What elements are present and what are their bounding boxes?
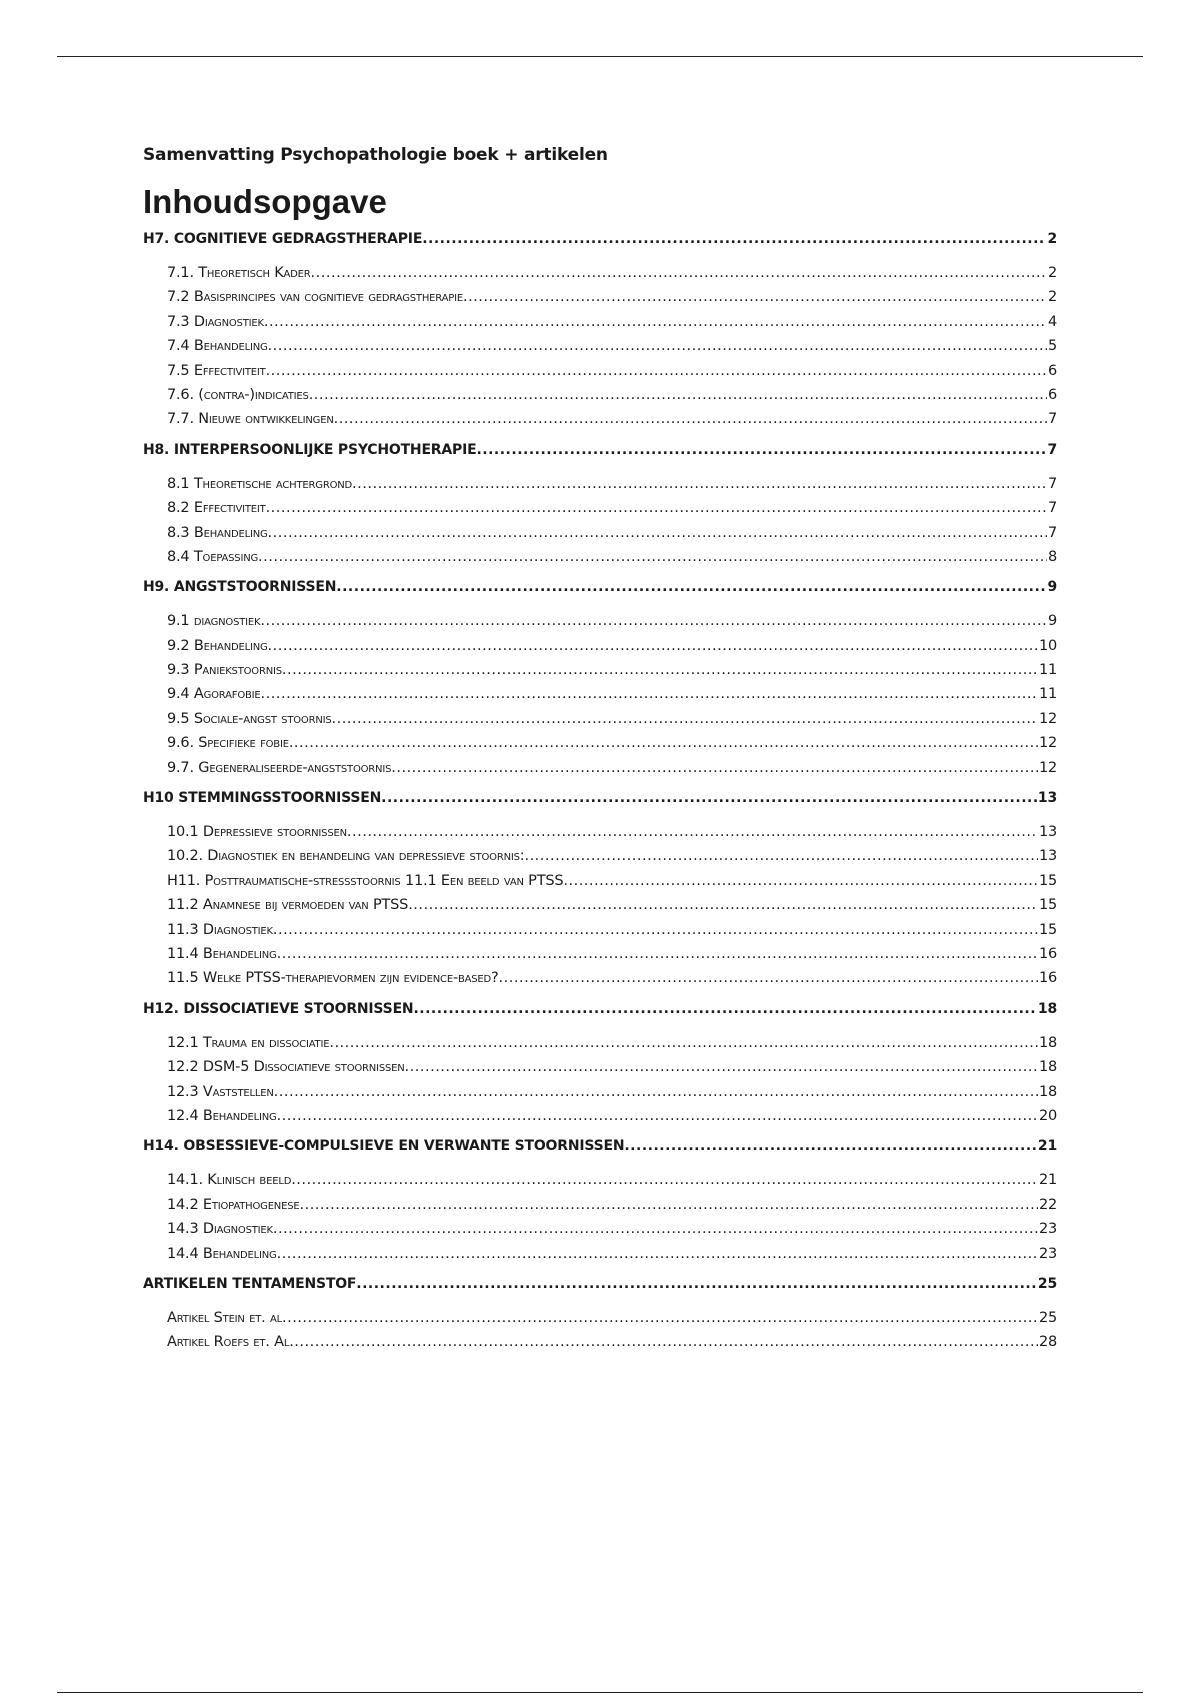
toc-page-number: 13: [1037, 790, 1057, 807]
toc-entry-section[interactable]: [143, 334, 1057, 358]
toc-entry-section[interactable]: [143, 1055, 1057, 1079]
toc-page-number: 5: [1047, 338, 1057, 355]
toc-page-number: 8: [1047, 548, 1057, 565]
toc-entry-section[interactable]: [143, 359, 1057, 383]
table-of-contents: [143, 227, 1057, 1355]
toc-leader-dots: [329, 1031, 1038, 1055]
toc-entry-chapter[interactable]: [143, 1272, 1057, 1296]
toc-entry-chapter[interactable]: [143, 227, 1057, 251]
toc-leader-dots: [476, 438, 1046, 462]
toc-leader-dots: [311, 261, 1047, 285]
toc-entry-label: H14. OBSESSIEVE-COMPULSIEVE EN VERWANTE STOORNISSEN: [143, 1138, 625, 1155]
toc-page-number: 22: [1038, 1196, 1057, 1213]
toc-leader-dots: [334, 407, 1047, 431]
toc-entry-label: 7.2 Basisprincipes van cognitieve gedragstherapie: [167, 289, 463, 306]
toc-page-number: 21: [1037, 1138, 1057, 1155]
toc-page-number: 11: [1038, 686, 1057, 703]
toc-leader-dots: [352, 472, 1047, 496]
toc-page-number: 9: [1047, 579, 1057, 596]
toc-entry-label: 8.1 Theoretische achtergrond: [167, 475, 353, 492]
toc-entry-label: 9.7. Gegeneraliseerde-angststoornis: [167, 759, 392, 776]
toc-entry-label: 11.4 Behandeling: [167, 945, 277, 962]
document-title: Samenvatting Psychopathologie boek + artikelen: [143, 145, 608, 165]
toc-leader-dots: [260, 609, 1047, 633]
toc-page-number: 4: [1047, 313, 1057, 330]
toc-leader-dots: [266, 359, 1047, 383]
toc-entry-section[interactable]: [143, 261, 1057, 285]
toc-entry-label: 7.7. Nieuwe ontwikkelingen: [167, 411, 334, 428]
toc-entry-section[interactable]: [143, 1031, 1057, 1055]
toc-entry-section[interactable]: [143, 496, 1057, 520]
toc-entry-label: 9.5 Sociale-angst stoornis: [167, 710, 332, 727]
toc-entry-label: 7.1. Theoretisch Kader: [167, 265, 311, 281]
toc-entry-label: 8.2 Effectiviteit: [167, 500, 266, 517]
toc-leader-dots: [563, 869, 1038, 893]
toc-entry-label: 7.6. (contra-)indicaties: [167, 386, 309, 403]
toc-page-number: 23: [1038, 1245, 1057, 1262]
toc-entry-section[interactable]: [143, 966, 1057, 990]
toc-entry-section[interactable]: [143, 285, 1057, 309]
toc-entry-section[interactable]: [143, 1168, 1057, 1192]
page-content: [143, 140, 1057, 1361]
toc-page-number: 9: [1047, 613, 1057, 630]
toc-leader-dots: [277, 1242, 1038, 1266]
toc-leader-dots: [463, 285, 1047, 309]
toc-heading: Inhoudsopgave: [143, 183, 387, 220]
toc-leader-dots: [413, 997, 1036, 1021]
toc-leader-dots: [309, 383, 1047, 407]
toc-entry-label: 10.2. Diagnostiek en behandeling van depressieve stoornis:: [167, 848, 525, 865]
toc-page-number: 6: [1047, 386, 1057, 403]
toc-entry-label: 14.1. Klinisch beeld: [167, 1172, 292, 1189]
toc-entry-label: 12.2 DSM-5 Dissociatieve stoornissen: [167, 1059, 405, 1076]
toc-leader-dots: [264, 310, 1047, 334]
toc-entry-chapter[interactable]: [143, 575, 1057, 599]
toc-section: [143, 1272, 1057, 1355]
footer-rule: [57, 1692, 1143, 1693]
toc-entry-chapter[interactable]: [143, 997, 1057, 1021]
toc-entry-section[interactable]: [143, 1242, 1057, 1266]
toc-page-number: 21: [1038, 1172, 1057, 1189]
toc-page-number: 2: [1047, 231, 1057, 247]
toc-entry-label: 12.4 Behandeling: [167, 1107, 277, 1124]
toc-section: [143, 227, 1057, 432]
toc-page-number: 7: [1047, 475, 1057, 492]
toc-leader-dots: [282, 658, 1038, 682]
toc-page-number: 25: [1037, 1275, 1057, 1292]
toc-entry-label: 7.5 Effectiviteit: [167, 362, 266, 379]
toc-page-number: 28: [1038, 1334, 1057, 1351]
toc-entry-chapter[interactable]: [143, 1134, 1057, 1158]
toc-leader-dots: [261, 682, 1038, 706]
toc-page-number: 18: [1038, 1083, 1057, 1100]
toc-page-number: 10: [1038, 637, 1057, 654]
toc-leader-dots: [289, 731, 1038, 755]
toc-leader-dots: [282, 1306, 1038, 1330]
toc-entry-section[interactable]: [143, 869, 1057, 893]
toc-leader-dots: [258, 545, 1047, 569]
toc-page-number: 7: [1047, 441, 1057, 458]
toc-page-number: 16: [1038, 970, 1057, 987]
toc-section: [143, 1134, 1057, 1266]
toc-entry-section[interactable]: [143, 1193, 1057, 1217]
toc-page-number: 7: [1047, 411, 1057, 428]
toc-leader-dots: [277, 1104, 1038, 1128]
toc-entry-label: H12. DISSOCIATIEVE STOORNISSEN: [143, 1000, 414, 1017]
toc-page-number: 12: [1038, 735, 1057, 752]
toc-entry-section[interactable]: [143, 1306, 1057, 1330]
toc-entry-label: Artikel Roefs et. Al: [167, 1334, 290, 1351]
toc-entry-section[interactable]: [143, 731, 1057, 755]
toc-leader-dots: [356, 1272, 1037, 1296]
toc-entry-label: 7.4 Behandeling: [167, 338, 268, 355]
toc-entry-section[interactable]: [143, 407, 1057, 431]
toc-leader-dots: [499, 966, 1038, 990]
toc-page-number: 2: [1047, 265, 1057, 281]
toc-entry-label: H11. Posttraumatische-stressstoornis 11.1 Een beeld van PTSS: [167, 872, 564, 889]
toc-leader-dots: [332, 707, 1038, 731]
toc-page-number: 12: [1038, 759, 1057, 776]
toc-section: [143, 575, 1057, 780]
toc-entry-section[interactable]: [143, 893, 1057, 917]
toc-entry-section[interactable]: [143, 844, 1057, 868]
toc-entry-section[interactable]: [143, 634, 1057, 658]
toc-entry-label: 10.1 Depressieve stoornissen: [167, 824, 347, 841]
toc-page-number: 23: [1038, 1221, 1057, 1238]
toc-leader-dots: [381, 786, 1037, 810]
toc-leader-dots: [391, 756, 1038, 780]
toc-entry-label: H10 STEMMINGSSTOORNISSEN: [143, 790, 382, 807]
toc-page-number: 18: [1037, 1000, 1057, 1017]
toc-entry-section[interactable]: [143, 820, 1057, 844]
toc-entry-section[interactable]: [143, 658, 1057, 682]
toc-leader-dots: [624, 1134, 1037, 1158]
toc-entry-section[interactable]: [143, 545, 1057, 569]
toc-entry-label: 14.4 Behandeling: [167, 1245, 277, 1262]
toc-entry-section[interactable]: [143, 383, 1057, 407]
toc-entry-section[interactable]: [143, 472, 1057, 496]
toc-page-number: 6: [1047, 362, 1057, 379]
toc-entry-section[interactable]: [143, 1080, 1057, 1104]
toc-entry-section[interactable]: [143, 756, 1057, 780]
toc-leader-dots: [268, 634, 1038, 658]
toc-page-number: 15: [1038, 897, 1057, 914]
toc-entry-label: H7. COGNITIEVE GEDRAGSTHERAPIE: [143, 231, 423, 247]
toc-entry-label: 7.3 Diagnostiek: [167, 313, 264, 330]
toc-leader-dots: [266, 496, 1047, 520]
toc-leader-dots: [273, 918, 1038, 942]
toc-entry-label: 11.3 Diagnostiek: [167, 921, 273, 938]
toc-leader-dots: [347, 820, 1038, 844]
toc-entry-section[interactable]: [143, 1104, 1057, 1128]
toc-page-number: 15: [1038, 921, 1057, 938]
toc-page-number: 2: [1047, 289, 1057, 306]
toc-entry-label: 8.3 Behandeling: [167, 524, 268, 541]
toc-leader-dots: [422, 227, 1046, 251]
toc-entry-label: 12.1 Trauma en dissociatie: [167, 1034, 330, 1051]
toc-section: [143, 997, 1057, 1129]
toc-entry-label: 14.2 Etiopathogenese: [167, 1196, 300, 1213]
toc-page-number: 15: [1038, 872, 1057, 889]
toc-leader-dots: [405, 1055, 1038, 1079]
toc-page-number: 18: [1038, 1034, 1057, 1051]
toc-section: [143, 438, 1057, 570]
toc-leader-dots: [336, 575, 1046, 599]
toc-page-number: 16: [1038, 945, 1057, 962]
toc-leader-dots: [408, 893, 1038, 917]
toc-entry-label: 9.2 Behandeling: [167, 637, 268, 654]
toc-entry-label: Artikel Stein et. al: [167, 1309, 282, 1326]
toc-entry-section[interactable]: [143, 609, 1057, 633]
toc-leader-dots: [289, 1330, 1038, 1354]
toc-page-number: 12: [1038, 710, 1057, 727]
toc-entry-label: ARTIKELEN TENTAMENSTOF: [143, 1275, 357, 1292]
toc-entry-chapter[interactable]: [143, 786, 1057, 810]
toc-entry-label: 9.3 Paniekstoornis: [167, 662, 282, 679]
toc-entry-label: 9.4 Agorafobie: [167, 686, 261, 703]
toc-page-number: 11: [1038, 662, 1057, 679]
toc-entry-chapter[interactable]: [143, 438, 1057, 462]
toc-entry-label: H9. ANGSTSTOORNISSEN: [143, 579, 337, 596]
toc-page-number: 13: [1038, 824, 1057, 841]
toc-entry-section[interactable]: [143, 521, 1057, 545]
toc-entry-label: 9.6. Specifieke fobie: [167, 735, 289, 752]
toc-page-number: 25: [1038, 1309, 1057, 1326]
toc-leader-dots: [273, 1217, 1038, 1241]
toc-leader-dots: [268, 334, 1047, 358]
toc-page-number: 20: [1038, 1107, 1057, 1124]
toc-entry-section[interactable]: [143, 707, 1057, 731]
toc-entry-section[interactable]: [143, 310, 1057, 334]
toc-entry-section[interactable]: [143, 918, 1057, 942]
header-rule: [57, 56, 1143, 57]
toc-section: [143, 786, 1057, 991]
toc-leader-dots: [268, 521, 1047, 545]
toc-entry-label: 14.3 Diagnostiek: [167, 1221, 273, 1238]
toc-entry-section[interactable]: [143, 1330, 1057, 1354]
toc-page-number: 18: [1038, 1059, 1057, 1076]
toc-entry-label: 11.5 Welke PTSS-therapievormen zijn evidence-based?: [167, 970, 499, 987]
toc-entry-section[interactable]: [143, 942, 1057, 966]
toc-leader-dots: [299, 1193, 1037, 1217]
toc-leader-dots: [277, 942, 1038, 966]
toc-leader-dots: [291, 1168, 1038, 1192]
toc-entry-section[interactable]: [143, 1217, 1057, 1241]
toc-entry-section[interactable]: [143, 682, 1057, 706]
toc-entry-label: H8. INTERPERSOONLIJKE PSYCHOTHERAPIE: [143, 441, 477, 458]
toc-page-number: 7: [1047, 500, 1057, 517]
toc-entry-label: 8.4 Toepassing: [167, 548, 259, 565]
toc-entry-label: 9.1 diagnostiek: [167, 613, 261, 630]
toc-page-number: 13: [1038, 848, 1057, 865]
toc-leader-dots: [524, 844, 1037, 868]
toc-leader-dots: [274, 1080, 1038, 1104]
toc-page-number: 7: [1047, 524, 1057, 541]
toc-entry-label: 12.3 Vaststellen: [167, 1083, 274, 1100]
toc-entry-label: 11.2 Anamnese bij vermoeden van PTSS: [167, 897, 409, 914]
